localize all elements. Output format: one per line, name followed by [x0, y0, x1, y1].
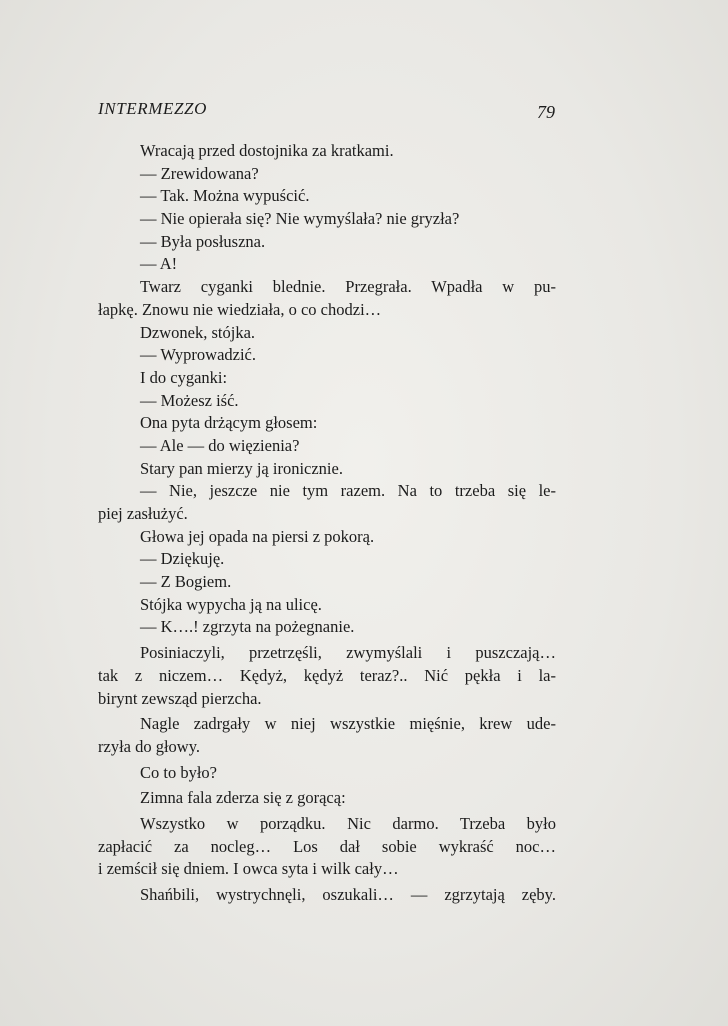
text-line: i zemścił się dniem. I owca syta i wilk cały… — [98, 859, 399, 879]
text-line: — Nie opierała się? Nie wymyślała? nie gryzła? — [140, 209, 460, 229]
text-line: — Z Bogiem. — [140, 572, 232, 592]
text-line: — Możesz iść. — [140, 390, 239, 410]
text-line: Dzwonek, stójka. — [140, 322, 256, 342]
text-line: Shańbili, wystrychnęli, oszukali… — zgrzytają zęby. — [140, 885, 556, 904]
text-line: Wracają przed dostojnika za kratkami. — [140, 141, 394, 160]
text-line: birynt zewsząd pierzcha. — [98, 688, 262, 708]
running-head-title: INTERMEZZO — [98, 99, 207, 118]
text-line: — Dziękuję. — [140, 549, 225, 569]
text-line: tak z niczem… Kędyż, kędyż teraz?.. Nić pękła i la- — [98, 665, 556, 685]
text-line: Nagle zadrgały w niej wszystkie mięśnie, krew ude- — [140, 714, 556, 734]
text-line: Głowa jej opada na piersi z pokorą. — [140, 526, 375, 546]
text-line: — K….! zgrzyta na pożegnanie. — [140, 617, 355, 637]
text-line: Zimna fala zderza się z gorącą: — [140, 788, 346, 808]
text-line: — A! — [140, 254, 178, 274]
text-line: — Zrewidowana? — [140, 163, 259, 183]
text-line: I do cyganki: — [140, 367, 228, 387]
text-line: Stójka wypycha ją na ulicę. — [140, 594, 322, 614]
text-line: Posiniaczyli, przetrzęśli, zwymyślali i puszczają… — [140, 643, 556, 663]
text-line: łapkę. Znowu nie wiedziała, o co chodzi… — [98, 299, 382, 319]
text-line: — Była posłuszna. — [140, 231, 266, 251]
text-line: — Wyprowadzić. — [140, 345, 256, 365]
text-line: piej zasłużyć. — [98, 504, 188, 523]
page-number: 79 — [537, 102, 555, 122]
text-line: Wszystko w porządku. Nic darmo. Trzeba było — [140, 813, 556, 833]
text-line: Twarz cyganki blednie. Przegrała. Wpadła w pu- — [140, 277, 556, 297]
text-line: — Nie, jeszcze nie tym razem. Na to trzeba się le- — [140, 481, 556, 501]
text-line: Ona pyta drżącym głosem: — [140, 413, 318, 433]
text-line: — Tak. Można wypuścić. — [140, 186, 310, 206]
body-text — [98, 140, 556, 907]
text-line: — Ale — do więzienia? — [140, 435, 300, 455]
text-line: Stary pan mierzy ją ironicznie. — [140, 458, 343, 478]
text-line: Co to było? — [140, 762, 217, 782]
text-line: rzyła do głowy. — [98, 736, 201, 756]
text-line: zapłacić za nocleg… Los dał sobie wykraść noc… — [98, 836, 556, 856]
